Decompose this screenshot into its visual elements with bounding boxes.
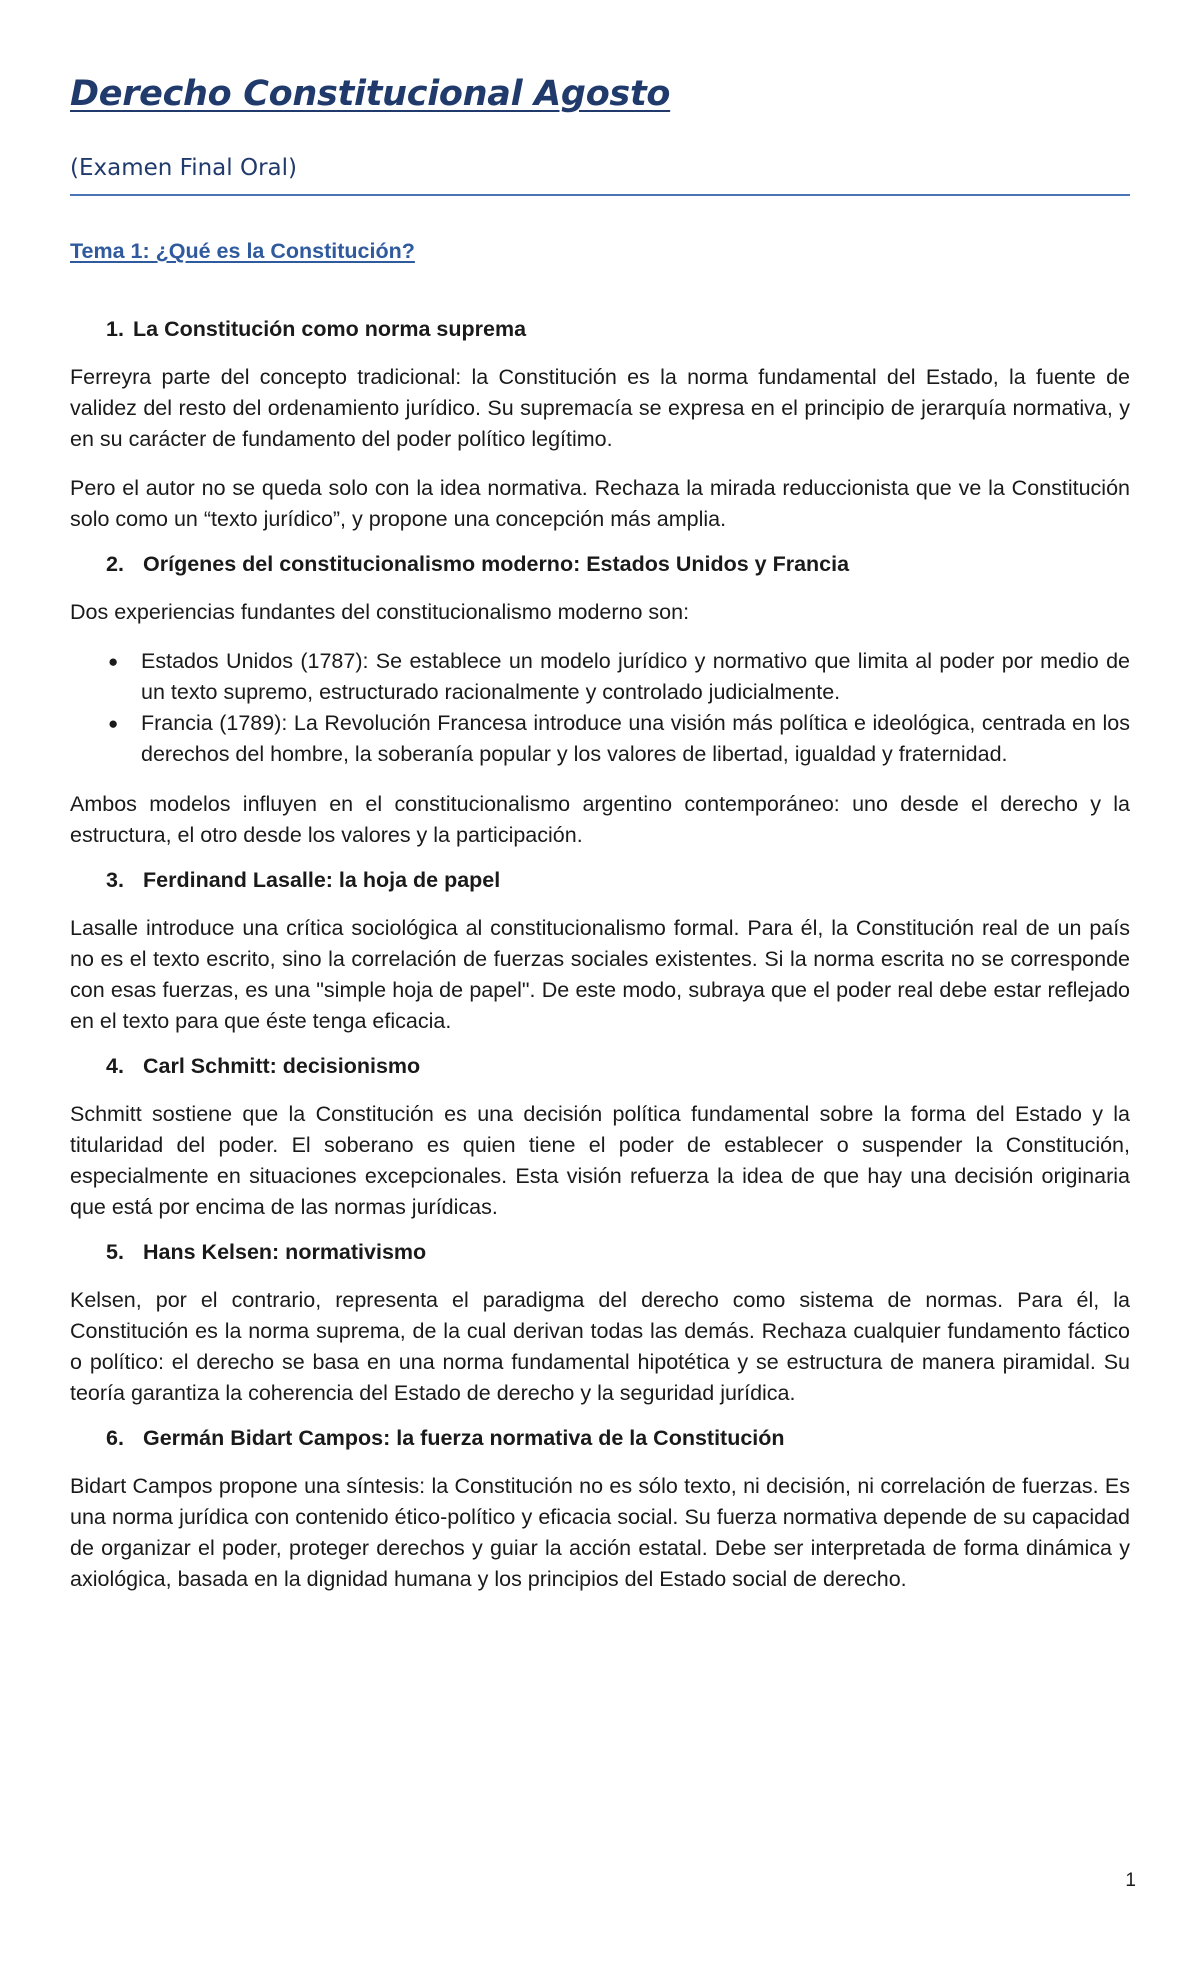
tema-heading: Tema 1: ¿Qué es la Constitución? (70, 239, 415, 263)
section-2-closing: Ambos modelos influyen en el constitucionalismo argentino contemporáneo: uno desde el derecho y la estructura, el otro desde los valores y la participación. (70, 792, 1130, 847)
section-2-bullet-list (70, 646, 1130, 770)
section-6-paragraph: Bidart Campos propone una síntesis: la Constitución no es sólo texto, ni decisión, ni correlación de fuerzas. Es una norma jurídica con contenido ético-político y eficacia social. Su fuerza normativa depende de su capacidad de organizar el poder, proteger derechos y guiar la acción estatal. Debe ser interpretada de forma dinámica y axiológica, basada en la dignidad humana y los principios del Estado social de derecho. (70, 1474, 1130, 1591)
section-4-heading (70, 1051, 1130, 1081)
section-2-number: 2. (106, 552, 124, 576)
section-3-heading (70, 865, 1130, 895)
section-2-heading (70, 549, 1130, 579)
section-4-number: 4. (106, 1054, 124, 1078)
document-page (70, 70, 1130, 1595)
bullet-dot-icon: ● (108, 652, 119, 671)
section-5-title: Hans Kelsen: normativismo (143, 1240, 427, 1264)
section-2-title: Orígenes del constitucionalismo moderno: Estados Unidos y Francia (143, 552, 850, 576)
section-5-heading (70, 1237, 1130, 1267)
section-3-paragraph: Lasalle introduce una crítica sociológica al constitucionalismo formal. Para él, la Constitución real de un país no es el texto escrito, sino la correlación de fuerzas sociales existentes. Si la norma escrita no se corresponde con esas fuerzas, es una "simple hoja de papel". De este modo, subraya que el poder real debe estar reflejado en el texto para que éste tenga eficacia. (70, 916, 1130, 1033)
section-4-title: Carl Schmitt: decisionismo (143, 1054, 421, 1078)
list-item (70, 708, 1130, 770)
section-2-intro: Dos experiencias fundantes del constitucionalismo moderno son: (70, 600, 690, 624)
section-6-title: Germán Bidart Campos: la fuerza normativa de la Constitución (143, 1426, 785, 1450)
section-5-number: 5. (106, 1240, 124, 1264)
section-6-number: 6. (106, 1426, 124, 1450)
section-2-bullet-1: Estados Unidos (1787): Se establece un modelo jurídico y normativo que limita al poder por medio de un texto supremo, estructurado racionalmente y controlado judicialmente. (141, 649, 1130, 704)
section-3-number: 3. (106, 868, 124, 892)
document-subtitle: (Examen Final Oral) (70, 152, 1130, 196)
section-1-heading (70, 314, 1130, 344)
section-1-paragraph-2: Pero el autor no se queda solo con la idea normativa. Rechaza la mirada reduccionista que ve la Constitución solo como un “texto jurídico”, y propone una concepción más amplia. (70, 476, 1130, 531)
section-1-number: 1. (106, 317, 124, 341)
section-3-title: Ferdinand Lasalle: la hoja de papel (143, 868, 501, 892)
page-number: 1 (1125, 1870, 1136, 1891)
section-1-paragraph-1: Ferreyra parte del concepto tradicional: la Constitución es la norma fundamental del Estado, la fuente de validez del resto del ordenamiento jurídico. Su supremacía se expresa en el principio de jerarquía normativa, y en su carácter de fundamento del poder político legítimo. (70, 365, 1130, 451)
section-4-paragraph: Schmitt sostiene que la Constitución es una decisión política fundamental sobre la forma del Estado y la titularidad del poder. El soberano es quien tiene el poder de establecer o suspender la Constitución, especialmente en situaciones excepcionales. Esta visión refuerza la idea de que hay una decisión originaria que está por encima de las normas jurídicas. (70, 1102, 1130, 1219)
bullet-dot-icon: ● (108, 714, 119, 733)
section-5-paragraph: Kelsen, por el contrario, representa el paradigma del derecho como sistema de normas. Para él, la Constitución es la norma suprema, de la cual derivan todas las demás. Rechaza cualquier fundamento fáctico o político: el derecho se basa en una norma fundamental hipotética y se estructura de manera piramidal. Su teoría garantiza la coherencia del Estado de derecho y la seguridad jurídica. (70, 1288, 1130, 1405)
document-title: Derecho Constitucional Agosto (70, 74, 671, 114)
section-2-bullet-2: Francia (1789): La Revolución Francesa introduce una visión más política e ideológica, centrada en los derechos del hombre, la soberanía popular y los valores de libertad, igualdad y fraternidad. (141, 711, 1130, 766)
section-1-title: La Constitución como norma suprema (133, 317, 527, 341)
list-item (70, 646, 1130, 708)
section-6-heading (70, 1423, 1130, 1453)
